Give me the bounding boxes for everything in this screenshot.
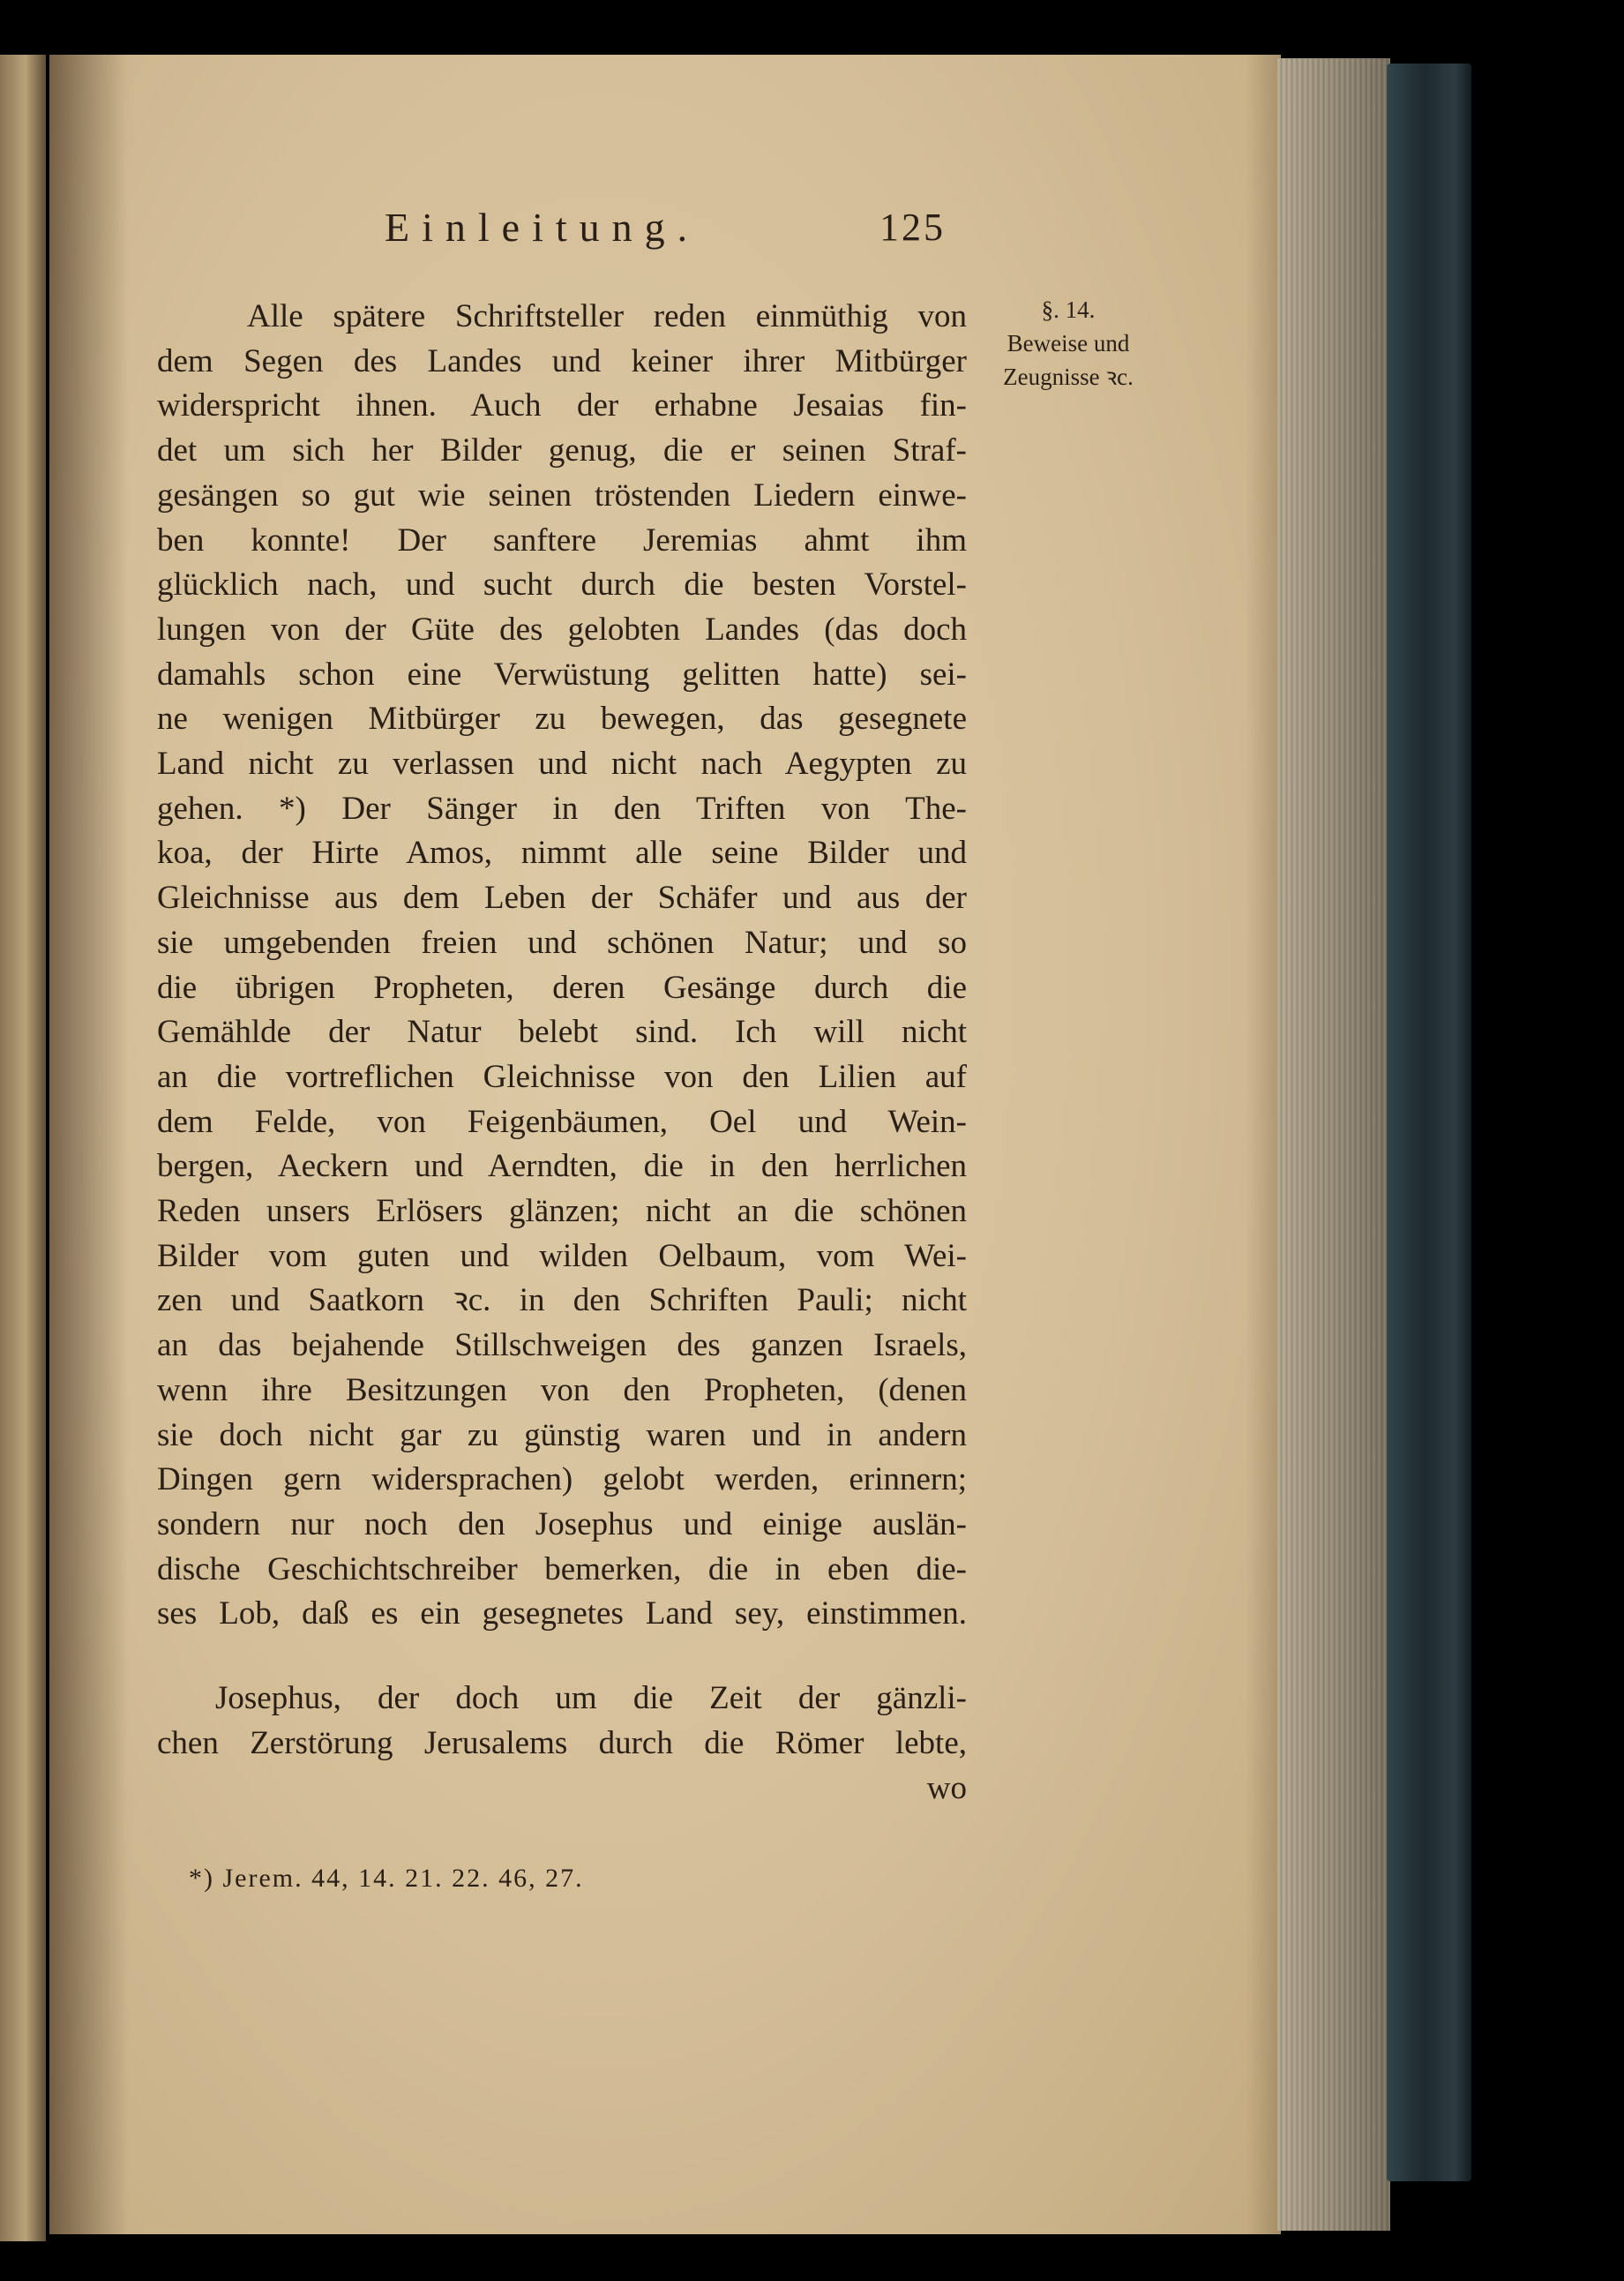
catchword: wo [926, 1769, 967, 1806]
text-line: ne wenigen Mitbürger zu bewegen, das gesegnete [157, 701, 967, 738]
text-line: ben konnte! Der sanftere Jeremias ahmt ihm [157, 521, 967, 559]
text-line: Alle spätere Schriftsteller reden einmüthig von [247, 298, 967, 334]
text-line: Land nicht zu verlassen und nicht nach Aegypten zu [157, 746, 967, 783]
text-line: Gleichnisse aus dem Leben der Schäfer und aus der [157, 880, 967, 917]
text-line: sie umgebenden freien und schönen Natur; und so [157, 924, 967, 961]
footnote: *) Jerem. 44, 14. 21. 22. 46, 27. [189, 1864, 584, 1893]
page-edges [1277, 58, 1390, 2231]
text-line: dische Geschichtschreiber bemerken, die in eben die- [157, 1550, 967, 1587]
text-line: gesängen so gut wie seinen tröstenden Liedern einwe- [157, 476, 967, 514]
text-line: dem Segen des Landes und keiner ihrer Mitbürger [157, 342, 967, 379]
margin-note-section: §. 14. [1041, 296, 1096, 323]
text-line: chen Zerstörung Jerusalems durch die Römer lebte, [157, 1724, 967, 1761]
text-line: an die vortreflichen Gleichnisse von den Lilien auf [157, 1058, 967, 1095]
margin-note-line: Beweise und [1007, 330, 1130, 356]
text-line: widerspricht ihnen. Auch der erhabne Jesaias fin- [157, 387, 967, 424]
margin-note [980, 293, 1156, 394]
text-line: dem Felde, von Feigenbäumen, Oel und Wein- [157, 1103, 967, 1140]
text-line: Gemählde der Natur belebt sind. Ich will nicht [157, 1014, 967, 1051]
text-line: an das bejahende Stillschweigen des ganzen Israels, [157, 1327, 967, 1364]
page-number: 125 [879, 206, 946, 249]
book-page [49, 55, 1281, 2234]
facing-page-edge [0, 55, 46, 2241]
paragraph [157, 295, 967, 1637]
text-line: sie doch nicht gar zu günstig waren und in andern [157, 1416, 967, 1453]
text-line: die übrigen Propheten, deren Gesänge durch die [157, 969, 967, 1006]
text-line: sondern nur noch den Josephus und einige auslän- [157, 1505, 967, 1542]
text-line: Bilder vom guten und wilden Oelbaum, vom Wei- [157, 1237, 967, 1274]
margin-note-line: Zeugnisse ꝛc. [1003, 364, 1134, 390]
text-line: Josephus, der doch um die Zeit der gänzli- [215, 1680, 967, 1717]
text-line: zen und Saatkorn ꝛc. in den Schriften Pauli; nicht [157, 1282, 967, 1319]
text-line: glücklich nach, und sucht durch die besten Vorstel- [157, 566, 967, 604]
text-line: bergen, Aeckern und Aerndten, die in den herrlichen [157, 1148, 967, 1185]
text-line: lungen von der Güte des gelobten Landes (das doch [157, 611, 967, 648]
text-line: det um sich her Bilder genug, die er seinen Straf- [157, 432, 967, 469]
text-line: Dingen gern widersprachen) gelobt werden, erinnern; [157, 1461, 967, 1498]
body-text [157, 295, 967, 1811]
text-line: damahls schon eine Verwüstung gelitten hatte) sei- [157, 656, 967, 693]
text-line: ses Lob, daß es ein gesegnetes Land sey, einstimmen. [157, 1595, 967, 1632]
running-head: Einleitung. [385, 205, 700, 250]
text-line: wenn ihre Besitzungen von den Propheten, (denen [157, 1371, 967, 1408]
book-cover [1387, 64, 1471, 2181]
paragraph [157, 1677, 967, 1766]
text-line: gehen. *) Der Sänger in den Triften von The- [157, 790, 967, 827]
text-line: koa, der Hirte Amos, nimmt alle seine Bilder und [157, 835, 967, 872]
text-line: Reden unsers Erlösers glänzen; nicht an die schönen [157, 1193, 967, 1230]
